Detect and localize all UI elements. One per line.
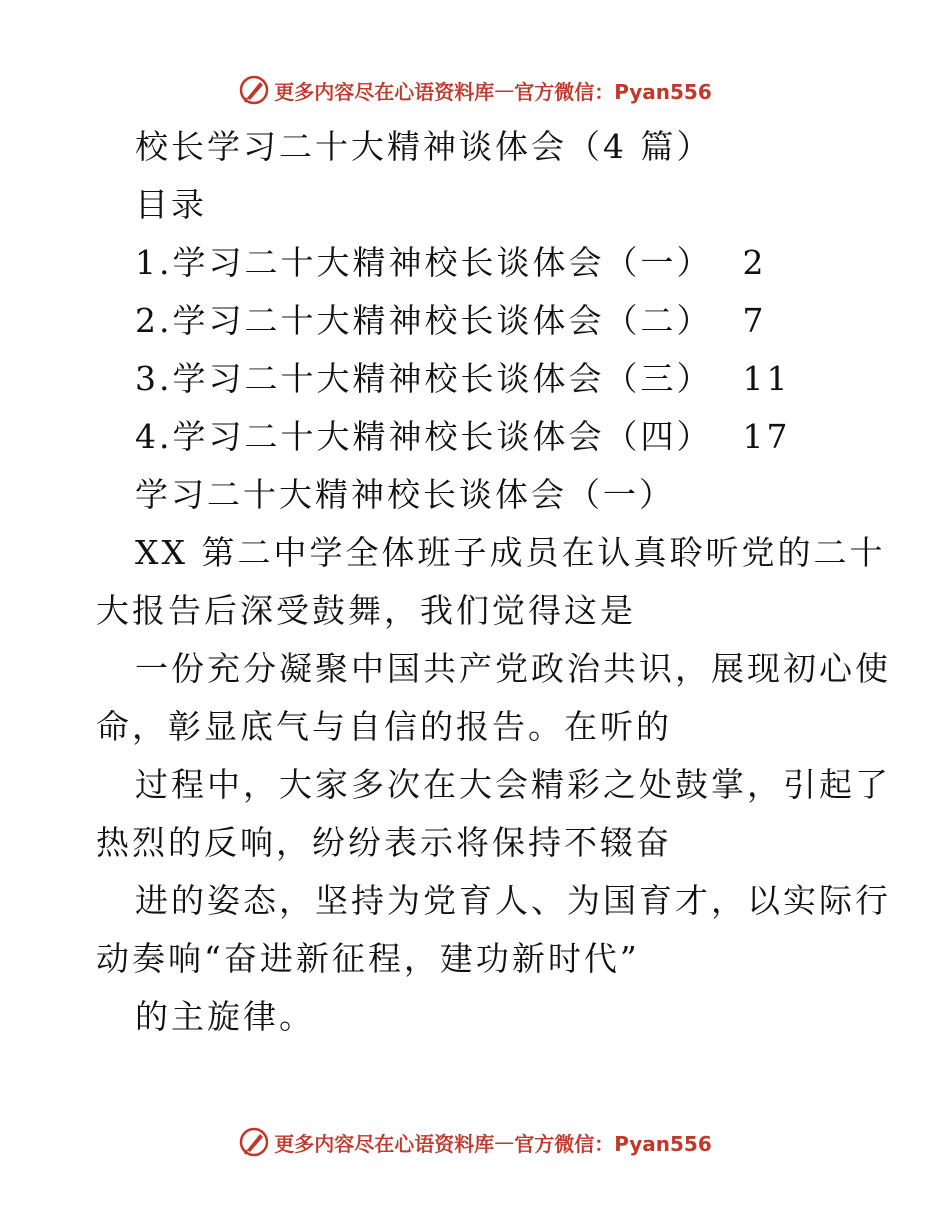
toc-item-label: 1.学习二十大精神校长谈体会（一） [135,243,713,282]
paragraph-line: 热烈的反响，纷纷表示将保持不辍奋 [96,823,672,862]
paragraph-line: 命，彰显底气与自信的报告。在听的 [96,707,672,746]
toc-item-page: 17 [742,417,791,456]
toc-item-label: 4.学习二十大精神校长谈体会（四） [135,417,713,456]
toc-item-page: 2 [742,243,767,282]
header-watermark [0,70,950,110]
quill-logo-icon [238,1126,270,1158]
footer-watermark [0,1122,950,1162]
document-body [96,118,891,1046]
toc-item-page: 7 [742,301,767,340]
paragraph-line: 动奏响“奋进新征程，建功新时代” [96,939,640,978]
toc-item [96,234,856,292]
paragraph-line: 的主旋律。 [135,997,315,1036]
toc-item [96,292,856,350]
watermark-separator: — [494,1130,515,1154]
paragraph-line: XX 第二中学全体班子成员在认真聆听党的二十 [135,533,886,572]
toc-heading: 目录 [135,185,207,224]
watermark-site-text: 更多内容尽在心语资料库 [274,79,495,104]
watermark-separator: — [494,78,515,102]
document-title: 校长学习二十大精神谈体会（4 篇） [135,127,713,166]
paragraph-line: 过程中，大家多次在大会精彩之处鼓掌，引起了 [135,765,891,804]
quill-logo-icon [238,74,270,106]
paragraph-line: 进的姿态，坚持为党育人、为国育才，以实际行 [135,881,891,920]
section-heading: 学习二十大精神校长谈体会（一） [135,475,675,514]
paragraph-line: 一份充分凝聚中国共产党政治共识，展现初心使 [135,649,891,688]
toc-item [96,408,856,466]
toc-item-page: 11 [742,359,791,398]
toc-item [96,350,856,408]
paragraph-line: 大报告后深受鼓舞，我们觉得这是 [96,591,636,630]
toc-item-label: 2.学习二十大精神校长谈体会（二） [135,301,713,340]
watermark-site-text: 更多内容尽在心语资料库 [274,1131,495,1156]
watermark-wechat-text: 官方微信：Pyan556 [514,1131,712,1156]
watermark-wechat-text: 官方微信：Pyan556 [514,79,712,104]
toc-item-label: 3.学习二十大精神校长谈体会（三） [135,359,713,398]
